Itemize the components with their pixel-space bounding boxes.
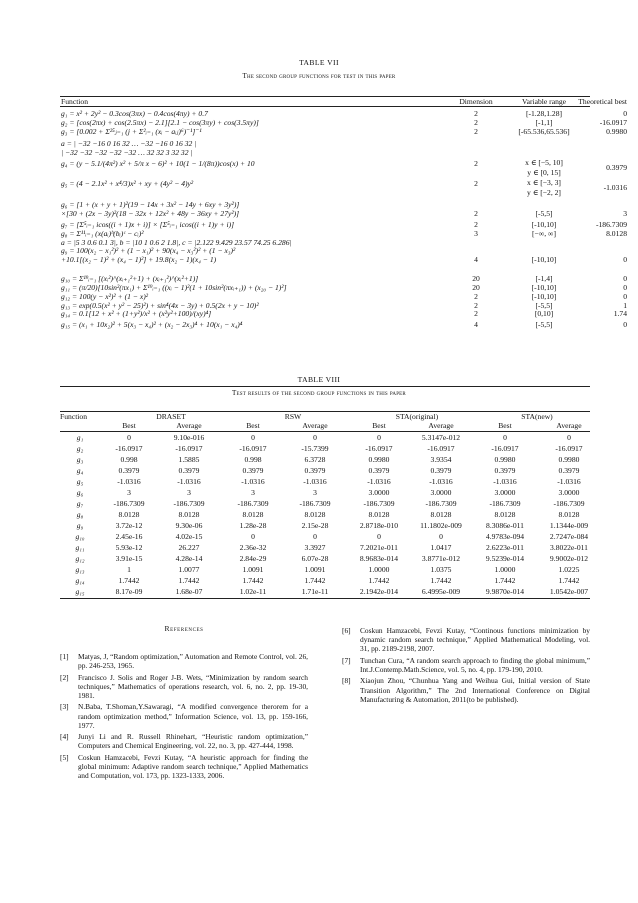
table8-value-cell: 6.4995e-009 xyxy=(421,587,461,596)
table7-range-cell: [-65.536,65.536] xyxy=(518,127,570,136)
table7-function-cell: g₈ = Σ¹¹ᵢ₌₁ (x(aᵢ)ᵇ(bᵢ)ᶜ − cᵢ)² xyxy=(61,229,144,238)
reference-item xyxy=(342,656,590,674)
reference-number: [7] xyxy=(342,655,351,665)
references-right-column xyxy=(342,626,590,706)
table7-range-cell: x ∈ [−3, 3] xyxy=(527,178,561,187)
table8-value-cell: 1.7442 xyxy=(242,576,264,585)
table7-function-cell: g₁ = x² + 2y² − 0.3cos(3πx) − 0.4cos(4πy) + 0.7 xyxy=(61,109,208,118)
table7-function-cell: g₁₀ = Σ¹⁹ᵢ₌₁ [(xᵢ²)^(xᵢ₊₁²+1) + (xᵢ₊₁²)^(xᵢ²+1)] xyxy=(61,274,199,283)
table7-function-cell: g₇ = [Σ⁵ᵢ₌₁ icos((i + 1)x + i)] × [Σ⁵ᵢ₌₁ icos((i + 1)y + i)] xyxy=(61,220,235,229)
references-heading: References xyxy=(164,624,204,633)
table8-value-cell: 0 xyxy=(377,532,381,541)
table7-range-cell: [-5,5] xyxy=(535,301,553,310)
table8-value-cell: 3.9354 xyxy=(430,455,452,464)
table8-value-cell: -16.0917 xyxy=(115,444,143,453)
table8-sub-header-average: Average xyxy=(428,421,454,430)
table7-header-best: Theoretical best xyxy=(578,97,627,106)
table8-value-cell: 0 xyxy=(567,433,571,442)
table8-value-cell: 2.84e-29 xyxy=(239,554,267,563)
table7-dimension-cell: 2 xyxy=(474,127,478,136)
table8-value-cell: 1.0091 xyxy=(304,565,326,574)
reference-text: Coskun Hamzacebi, Fevzi Kutay, “Continous functions minimization by dynamic random search technique,” Applied Mathematical Modeling, vol. 31, pp. 2189-2198, 2007. xyxy=(360,626,590,654)
table7-range-cell: [−∞, ∞] xyxy=(532,229,556,238)
table7-range-cell: [-1.28,1.28] xyxy=(525,109,563,118)
table8-value-cell: 8.3086e-011 xyxy=(486,521,524,530)
table8-value-cell: 2.1942e-014 xyxy=(359,587,399,596)
table7-function-cell: g₄ = (y − 5.1/(4π²) x² + 5/π x − 6)² + 10(1 − 1/(8π))cos(x) + 10 xyxy=(61,159,255,168)
table8-value-cell: 1.68e-07 xyxy=(175,587,203,596)
table8-value-cell: 2.45e-16 xyxy=(115,532,143,541)
table7-function-cell: g₉ = 100(x₂ − x₁²)² + (1 − x₁)² + 90(x₄ − x₃²)² + (1 − x₃)² xyxy=(61,246,236,255)
table8-value-cell: 0.3979 xyxy=(178,466,200,475)
table8-function-cell: g₁₀ xyxy=(75,532,85,541)
table8-value-cell: 8.17e-09 xyxy=(115,587,143,596)
table7-header-range: Variable range xyxy=(521,97,567,106)
table8-value-cell: 1.1344e-009 xyxy=(549,521,589,530)
table8-value-cell: 5.3147e-012 xyxy=(421,433,461,442)
table8-header-function: Function xyxy=(60,412,88,421)
table8-value-cell: 11.1802e-009 xyxy=(420,521,462,530)
table8-value-cell: 8.0128 xyxy=(304,510,326,519)
table8-value-cell: 6.3728 xyxy=(304,455,326,464)
table8-value-cell: 3 xyxy=(127,488,131,497)
table8-value-cell: 0.9980 xyxy=(558,455,580,464)
table8-title: Test results of the second group functions in this paper xyxy=(232,389,406,397)
table8-sub-header-best: Best xyxy=(122,421,136,430)
table7-best-cell: 0 xyxy=(623,283,627,292)
table7-function-cell: +10.1[(x₂ − 1)² + (x₄ − 1)²] + 19.8(x₂ − 1)(x₄ − 1) xyxy=(61,255,217,264)
table8-value-cell: 7.2021e-011 xyxy=(360,543,398,552)
table8-value-cell: 5.93e-12 xyxy=(115,543,143,552)
table7-dimension-cell: 2 xyxy=(474,301,478,310)
table7-range-cell: x ∈ [−5, 10] xyxy=(525,158,563,167)
reference-number: [6] xyxy=(342,626,351,635)
table8-function-cell: g₂ xyxy=(76,444,84,453)
table8-value-cell: 0.998 xyxy=(120,455,138,464)
reference-number: [3] xyxy=(60,702,69,712)
table7-dimension-cell: 4 xyxy=(474,255,478,264)
table8-value-cell: 1 xyxy=(127,565,131,574)
table8-value-cell: 0.998 xyxy=(244,455,262,464)
table7-dimension-cell: 2 xyxy=(474,118,478,127)
table8-value-cell: 4.02e-15 xyxy=(175,532,203,541)
reference-text: Matyas, J, “Random optimization,” Automation and Remote Control, vol. 26, pp. 246-253, 1965. xyxy=(78,652,308,671)
table7-function-cell: | −32 −32 −32 −32 −32 … 32 32 3 32 32 | xyxy=(61,148,193,157)
table8-value-cell: -1.0316 xyxy=(241,477,265,486)
table8-value-cell: 1.0225 xyxy=(558,565,580,574)
table8-function-cell: g₃ xyxy=(76,455,84,464)
table8-value-cell: 0.3979 xyxy=(304,466,326,475)
reference-number: [1] xyxy=(60,652,69,661)
table8-value-cell: -1.0316 xyxy=(557,477,581,486)
table8-function-cell: g₁₂ xyxy=(75,554,85,563)
table8-function-cell: g₅ xyxy=(76,477,84,486)
table8-value-cell: 1.0000 xyxy=(494,565,516,574)
table8-value-cell: 1.0077 xyxy=(178,565,200,574)
table8-value-cell: 9.9870e-014 xyxy=(485,587,525,596)
reference-number: [5] xyxy=(60,752,69,762)
reference-text: Junyi Li and R. Russell Rhinehart, “Heuristic random optimization,” Computers and Chemical Engineering, vol. 22, no. 3, pp. 427-444, 1998. xyxy=(78,732,308,751)
table8-value-cell: 8.0128 xyxy=(118,510,140,519)
table8-value-cell: 3.91e-15 xyxy=(115,554,143,563)
table8-value-cell: 1.7442 xyxy=(558,576,580,585)
table7-range-cell: [-1,4] xyxy=(535,274,553,283)
table8-value-cell: 1.5885 xyxy=(178,455,200,464)
table8-value-cell: -16.0917 xyxy=(491,444,519,453)
table7-dimension-cell: 2 xyxy=(474,292,478,301)
table8-value-cell: -16.0917 xyxy=(427,444,455,453)
table8-value-cell: 0 xyxy=(377,433,381,442)
table8-value-cell: -186.7309 xyxy=(489,499,521,508)
table7-function-cell: a = |5 3 0.6 0.1 3|, b = |10 1 0.6 2 1.8|, c = |2.122 9.429 23.57 74.25 6.286| xyxy=(61,238,292,247)
reference-text: Tunchan Cura, “A random search approach to finding the global minimum,” Int.J.Contemp.Math.Science, vol. 5, no. 4, pp. 179-190, 2010. xyxy=(360,655,590,674)
table8-function-cell: g₁ xyxy=(76,433,84,442)
table8-value-cell: 1.02e-11 xyxy=(239,587,267,596)
table8-value-cell: 0 xyxy=(313,433,317,442)
table7-best-cell: -1.0316 xyxy=(603,183,627,192)
table7-function-cell: a = | −32 −16 0 16 32 … −32 −16 0 16 32 | xyxy=(61,139,197,148)
table8-value-cell: 3.3927 xyxy=(304,543,326,552)
reference-number: [8] xyxy=(342,676,351,686)
table8-value-cell: -16.0917 xyxy=(239,444,267,453)
table8-value-cell: -186.7309 xyxy=(113,499,145,508)
table7-best-cell: 1.74 xyxy=(613,309,627,318)
table8-value-cell: 4.28e-14 xyxy=(175,554,203,563)
table7-function-cell: g₁₃ = exp(0.5(x² + y² − 25)²) + sin⁴(4x − 3y) + 0.5(2x + y − 10)² xyxy=(61,301,259,310)
table7-function-cell: g₃ = [0.002 + Σ²⁵ⱼ₌₁ (j + Σ²ᵢ₌₁ (xᵢ − aᵢⱼ)⁶)⁻¹]⁻¹ xyxy=(61,127,202,136)
table8-value-cell: 0.3979 xyxy=(118,466,140,475)
table8-header-rsw: RSW xyxy=(284,412,302,421)
table8-value-cell: 0.3979 xyxy=(368,466,390,475)
reference-text: Coskun Hamzacebi, Fevzi Kutay, “A heuristic approach for finding the global minimum: Adaptive random search technique,” Applied Mathematics and Computation, vol. 173, pp. 1323-1333, 2006. xyxy=(78,752,308,781)
table8-value-cell: 3.0000 xyxy=(494,488,516,497)
table7-dimension-cell: 20 xyxy=(472,283,480,292)
table7-best-cell: 1 xyxy=(623,301,627,310)
table8-value-cell: 3.72e-12 xyxy=(115,521,143,530)
table8-value-cell: 9.10e-016 xyxy=(173,433,205,442)
reference-item xyxy=(60,753,308,781)
table7-dimension-cell: 20 xyxy=(472,274,480,283)
table7-best-cell: 0 xyxy=(623,320,627,329)
table7-function-cell: g₂ = [cos(2πx) + cos(2.5πx) − 2.1][2.1 − cos(3πy) + cos(3.5πy)] xyxy=(61,118,259,127)
reference-text: N.Baba, T.Shoman,Y.Sawaragi, “A modified convergence therorem for a random optimization method,” Information Science, vol. 13, pp. 159-166, 1977. xyxy=(78,702,308,730)
table8-value-cell: 0 xyxy=(251,532,255,541)
table8-value-cell: 3.8022e-011 xyxy=(550,543,588,552)
table7-dimension-cell: 2 xyxy=(474,179,478,188)
table8-value-cell: 1.0417 xyxy=(430,543,452,552)
table8-value-cell: 1.0000 xyxy=(368,565,390,574)
table8-value-cell: 1.7442 xyxy=(368,576,390,585)
table8-value-cell: 9.30e-06 xyxy=(175,521,203,530)
table8-function-cell: g₉ xyxy=(76,521,84,530)
table7-best-cell: 8.0128 xyxy=(606,229,627,238)
table8-function-cell: g₁₁ xyxy=(75,543,85,552)
table8-value-cell: 0 xyxy=(313,532,317,541)
table7-dimension-cell: 3 xyxy=(474,229,478,238)
table8-header-draset: DRASET xyxy=(156,412,186,421)
table8-sub-header-best: Best xyxy=(498,421,512,430)
table7-best-cell: -186.7309 xyxy=(595,220,627,229)
table7-function-cell: g₁₄ = 0.1[12 + x² + (1+y²)/x² + (x²y²+100)/(xy)⁴] xyxy=(61,309,212,318)
table7-range-cell: [-10,10] xyxy=(531,220,557,229)
table8-value-cell: 26.227 xyxy=(178,543,200,552)
table8-value-cell: 1.0542e-007 xyxy=(549,587,589,596)
reference-item xyxy=(342,626,590,654)
table8-value-cell: -186.7309 xyxy=(237,499,269,508)
table8-header-sta-original: STA(original) xyxy=(395,412,439,421)
table7-range-cell: y ∈ [0, 15] xyxy=(527,168,561,177)
table8-value-cell: 0 xyxy=(251,433,255,442)
table8-value-cell: -1.0316 xyxy=(429,477,453,486)
table8-value-cell: 8.0128 xyxy=(430,510,452,519)
reference-item xyxy=(60,673,308,701)
reference-text: Francisco J. Solis and Roger J-B. Wets, “Minimization by random search techniques,” Mathematics of operations research, vol. 6, no. 2, pp. 19-30, 1981. xyxy=(78,672,308,700)
table8-value-cell: 3 xyxy=(313,488,317,497)
table8-value-cell: 1.7442 xyxy=(494,576,516,585)
table7-range-cell: y ∈ [−2, 2] xyxy=(527,188,561,197)
table8-value-cell: 8.0128 xyxy=(178,510,200,519)
table7-dimension-cell: 4 xyxy=(474,320,478,329)
table8-value-cell: -16.0917 xyxy=(555,444,583,453)
table8-value-cell: 8.0128 xyxy=(368,510,390,519)
table7-function-cell: ×[30 + (2x − 3y)²(18 − 32x + 12x² + 48y − 36xy + 27y²)] xyxy=(61,209,240,218)
reference-item xyxy=(342,676,590,704)
table8-value-cell: 6.07e-28 xyxy=(301,554,329,563)
table8-value-cell: -1.0316 xyxy=(117,477,141,486)
table7-dimension-cell: 2 xyxy=(474,159,478,168)
references-left-column xyxy=(60,652,308,783)
table8-value-cell: 0.3979 xyxy=(494,466,516,475)
table7-best-cell: 0 xyxy=(623,292,627,301)
table8-sub-header-average: Average xyxy=(556,421,582,430)
table8-value-cell: 4.9783e-094 xyxy=(485,532,525,541)
table7-best-cell: 0.9980 xyxy=(606,127,627,136)
table8-value-cell: 0 xyxy=(439,532,443,541)
table8-value-cell: -186.7309 xyxy=(363,499,395,508)
table8-value-cell: -16.0917 xyxy=(365,444,393,453)
table7-best-cell: 0 xyxy=(623,274,627,283)
table8-value-cell: 0.9980 xyxy=(368,455,390,464)
table8-value-cell: 2.7247e-084 xyxy=(549,532,589,541)
table7-range-cell: [-10,10] xyxy=(531,283,557,292)
table7-header-dimension: Dimension xyxy=(459,97,493,106)
table8-value-cell: -186.7309 xyxy=(173,499,205,508)
table8-value-cell: 0 xyxy=(127,433,131,442)
table7-dimension-cell: 2 xyxy=(474,209,478,218)
reference-number: [4] xyxy=(60,732,69,742)
table8-value-cell: -186.7309 xyxy=(553,499,585,508)
table8-function-cell: g₈ xyxy=(76,510,84,519)
table8-value-cell: 1.71e-11 xyxy=(301,587,329,596)
table8-value-cell: 8.9683e-014 xyxy=(359,554,399,563)
table7-function-cell: g₅ = (4 − 2.1x² + x⁴/3)x² + xy + (4y² − 4)y² xyxy=(61,179,194,188)
table7-best-cell: 0 xyxy=(623,255,627,264)
table8-value-cell: -1.0316 xyxy=(367,477,391,486)
table7-range-cell: [-10,10] xyxy=(531,255,557,264)
table8-value-cell: 9.9002e-012 xyxy=(549,554,589,563)
table7-title: The second group functions for test in this paper xyxy=(242,72,396,80)
table7-dimension-cell: 2 xyxy=(474,220,478,229)
table8-function-cell: g₄ xyxy=(76,466,84,475)
table7-function-cell: g₁₂ = 100(y − x²)² + (1 − x)² xyxy=(61,292,149,301)
table7-best-cell: 0.3979 xyxy=(606,163,627,172)
table7-number: TABLE VII xyxy=(299,58,339,67)
table8-value-cell: -186.7309 xyxy=(299,499,331,508)
table8-sub-header-average: Average xyxy=(176,421,202,430)
reference-number: [2] xyxy=(60,672,69,682)
table7-dimension-cell: 2 xyxy=(474,309,478,318)
table8-value-cell: 3.0000 xyxy=(430,488,452,497)
table8-function-cell: g₇ xyxy=(76,499,84,508)
table8-sub-header-best: Best xyxy=(372,421,386,430)
table8-value-cell: 3 xyxy=(187,488,191,497)
table8-value-cell: 2.6223e-011 xyxy=(486,543,524,552)
table8-value-cell: 1.7442 xyxy=(178,576,200,585)
table8-value-cell: 1.7442 xyxy=(304,576,326,585)
table7-range-cell: [-1,1] xyxy=(535,118,553,127)
table8-value-cell: 0 xyxy=(503,433,507,442)
table8-value-cell: 1.0375 xyxy=(430,565,452,574)
table8-value-cell: -1.0316 xyxy=(303,477,327,486)
table7-range-cell: [0,10] xyxy=(534,309,554,318)
table8-value-cell: -15.7399 xyxy=(301,444,329,453)
table7-range-cell: [-5,5] xyxy=(535,209,553,218)
table8-function-cell: g₁₅ xyxy=(75,587,85,596)
table8-value-cell: 2.36e-32 xyxy=(239,543,267,552)
table7-range-cell: [-10,10] xyxy=(531,292,557,301)
reference-item xyxy=(60,732,308,750)
reference-item xyxy=(60,702,308,730)
table8-function-cell: g₁₃ xyxy=(75,565,85,574)
table8-value-cell: -186.7309 xyxy=(425,499,457,508)
table7-dimension-cell: 2 xyxy=(474,109,478,118)
table8-value-cell: -1.0316 xyxy=(177,477,201,486)
reference-text: Xiaojun Zhou, “Chunhua Yang and Weihua Gui, Initial version of State Transition Algorithm,” The 2nd International Conference on Digital Manufacturing & Automation, 2011(to be published). xyxy=(360,676,590,704)
table8-header-sta-new: STA(new) xyxy=(521,412,553,421)
table8-value-cell: 3.0000 xyxy=(558,488,580,497)
table8-value-cell: 0.3979 xyxy=(430,466,452,475)
table8-sub-header-best: Best xyxy=(246,421,260,430)
table8-value-cell: 0.3979 xyxy=(242,466,264,475)
table8-value-cell: 2.15e-28 xyxy=(301,521,329,530)
table8-value-cell: -1.0316 xyxy=(493,477,517,486)
table7-function-cell: g₆ = [1 + (x + y + 1)²(19 − 14x + 3x² − 14y + 6xy + 3y²)] xyxy=(61,200,240,209)
table8-value-cell: 3.8771e-012 xyxy=(421,554,461,563)
table7-function-cell: g₁₁ = (π/20)[10sin²(πx₁) + Σ¹⁹ᵢ₌₁ ((xᵢ − 1)²(1 + 10sin²(πxᵢ₊₁)) + (x₂₀ − 1)²] xyxy=(61,283,287,292)
table7-range-cell: [-5,5] xyxy=(535,320,553,329)
table8-function-cell: g₁₄ xyxy=(75,576,85,585)
table7-function-cell: g₁₅ = (x₁ + 10x₂)² + 5(x₃ − x₄)² + (x₂ − 2x₃)⁴ + 10(x₁ − x₄)⁴ xyxy=(61,320,243,329)
table8-value-cell: 3.0000 xyxy=(368,488,390,497)
table8-value-cell: 9.5239e-014 xyxy=(485,554,525,563)
table8-value-cell: 0.3979 xyxy=(558,466,580,475)
table8-value-cell: 3 xyxy=(251,488,255,497)
table8-value-cell: -16.0917 xyxy=(175,444,203,453)
table8-value-cell: 1.7442 xyxy=(430,576,452,585)
table8-value-cell: 1.0091 xyxy=(242,565,264,574)
table8-sub-header-average: Average xyxy=(302,421,328,430)
table8-value-cell: 8.0128 xyxy=(494,510,516,519)
table7-best-cell: 3 xyxy=(623,209,627,218)
table8-value-cell: 2.8718e-010 xyxy=(359,521,399,530)
table8-number: TABLE VIII xyxy=(297,375,341,384)
table8-value-cell: 8.0128 xyxy=(558,510,580,519)
table8-value-cell: 8.0128 xyxy=(242,510,264,519)
reference-item xyxy=(60,652,308,670)
table8-function-cell: g₆ xyxy=(76,488,84,497)
table8-value-cell: 0.9980 xyxy=(494,455,516,464)
table7-best-cell: -16.0917 xyxy=(599,118,627,127)
table8-value-cell: 1.7442 xyxy=(118,576,140,585)
table8-value-cell: 1.28e-28 xyxy=(239,521,267,530)
table7-header-function: Function xyxy=(61,97,89,106)
table7-best-cell: 0 xyxy=(623,109,627,118)
